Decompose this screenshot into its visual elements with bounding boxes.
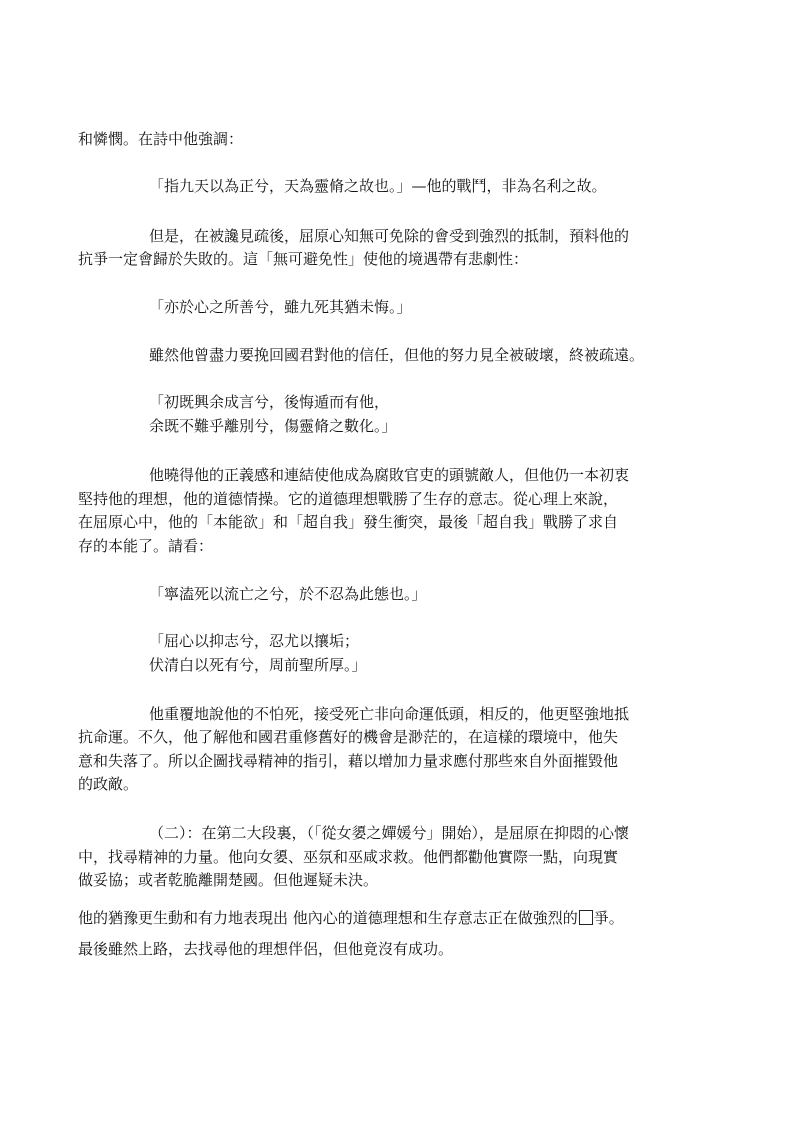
paragraph-4-line-1: 他曉得他的正義感和連結使他成為腐敗官吏的頭號敵人，但他仍一本初衷 <box>149 466 630 484</box>
paragraph-2-line-1: 但是，在被讒見疏後，屈原心知無可免除的會受到強烈的抵制，預料他的 <box>149 227 630 245</box>
quote-3-line-2: 余既不難乎離別兮，傷靈脩之數化。」 <box>149 417 397 435</box>
paragraph-6-line-3: 做妥協；或者乾脆離開楚國。但他遲疑未決。 <box>78 871 379 889</box>
paragraph-5-line-1: 他重覆地說他的不怕死，接受死亡非向命運低頭，相反的，他更堅強地抵 <box>149 705 630 723</box>
paragraph-3: 雖然他曾盡力要挽回國君對他的信任，但他的努力見全被破壞，終被疏遠。 <box>149 346 645 364</box>
paragraph-2-line-2: 抗爭一定會歸於失敗的。這「無可避免性」使他的境遇帶有悲劇性： <box>78 250 529 268</box>
quote-5-line-1: 「屈心以抑志兮，忍尤以攘垢； <box>149 632 360 650</box>
paragraph-4-line-3: 在屈原心中，他的「本能欲」和「超自我」發生衝突，最後「超自我」戰勝了求自 <box>78 513 619 531</box>
paragraph-4-line-4: 存的本能了。請看： <box>78 537 214 555</box>
paragraph-6-line-2: 中，找尋精神的力量。他向女嬃、巫氛和巫咸求救。他們都勸他實際一點，向現實 <box>78 848 619 866</box>
missing-glyph-box <box>579 910 593 925</box>
paragraph-7-line-1-end: 爭。 <box>593 909 624 927</box>
paragraph-5-line-4: 的政敵。 <box>78 775 139 793</box>
paragraph-5-line-3: 意和失落了。所以企圖找尋精神的指引，藉以增加力量求應付那些來自外面摧毀他 <box>78 752 619 770</box>
quote-4: 「寧溘死以流亡之兮，於不忍為此態也。」 <box>149 585 427 603</box>
paragraph-5-line-2: 抗命運。不久，他了解他和國君重修舊好的機會是渺茫的，在這樣的環境中，他失 <box>78 728 619 746</box>
quote-1: 「指九天以為正兮，天為靈脩之故也。」—他的戰鬥，非為名利之故。 <box>149 177 607 195</box>
paragraph-7-line-2: 最後雖然上路，去找尋他的理想伴侶，但他竟沒有成功。 <box>78 940 454 958</box>
intro-line: 和憐憫。在詩中他強調： <box>78 130 244 148</box>
paragraph-6-line-1: （二）：在第二大段裏，（「從女嬃之嬋媛兮」開始），是屈原在抑悶的心懷 <box>149 824 630 842</box>
paragraph-7-line-1-text: 他的猶豫更生動和有力地表現出 他內心的道德理想和生存意志正在做強烈的 <box>78 909 578 927</box>
quote-5-line-2: 伏清白以死有兮，周前聖所厚。」 <box>149 656 367 674</box>
quote-2: 「亦於心之所善兮，雖九死其猶未悔。」 <box>149 298 412 316</box>
paragraph-4-line-2: 堅持他的理想，他的道德情操。它的道德理想戰勝了生存的意志。從心理上來說， <box>78 490 619 508</box>
paragraph-7-line-1 <box>78 909 624 927</box>
quote-3-line-1: 「初既興余成言兮，後悔遁而有他， <box>149 393 390 411</box>
